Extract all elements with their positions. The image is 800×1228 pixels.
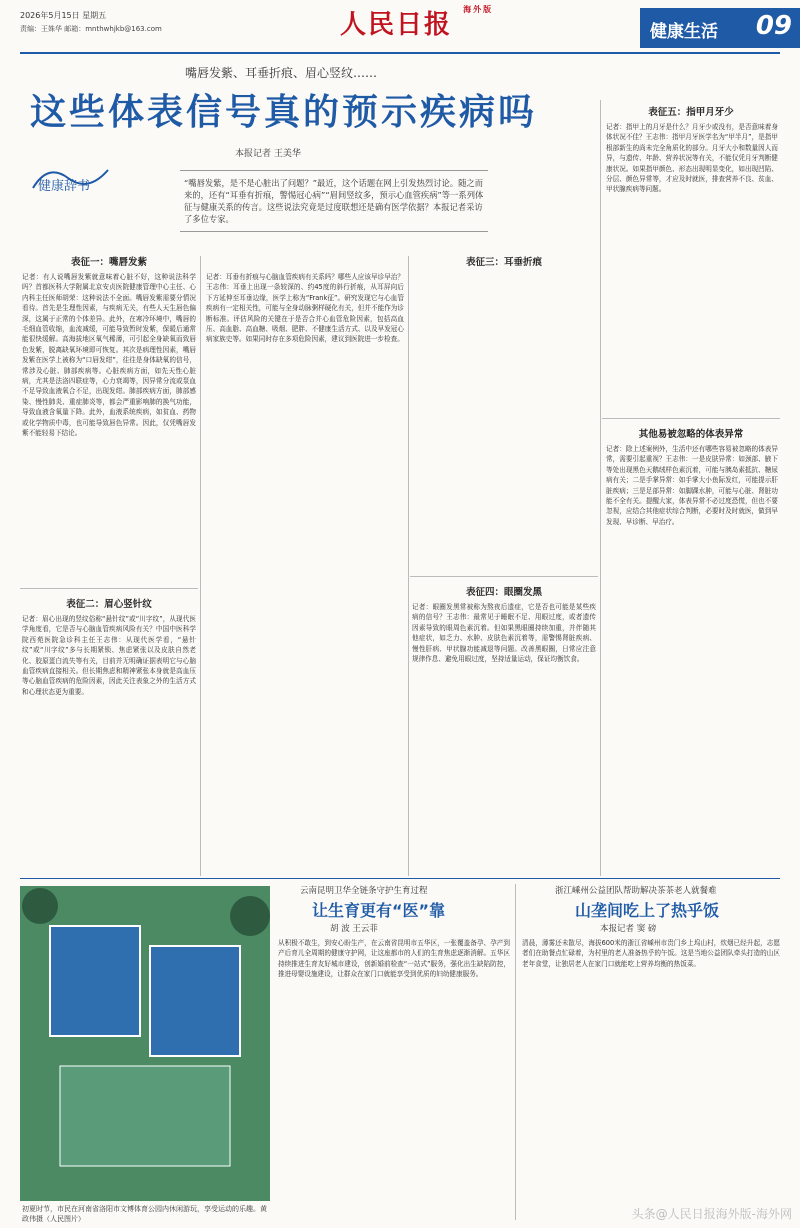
- bottom-left-title: 让生育更有“医”靠: [312, 901, 446, 920]
- section-name: 健康生活: [650, 22, 718, 42]
- section-divider: [410, 576, 598, 577]
- column-divider: [600, 100, 601, 876]
- section-body-brow: 记者：眉心出现的竖纹俗称“悬针纹”或“川字纹”，从现代医学角度看，它是否与心脑血管疾病风险有关？中国中医科学院西苑医院急诊科主任王志伟：从现代医学看，“悬针纹”或“川字纹”多与长期紧锁、焦虑紧张以及皮肤自然老化、胶原蛋白流失等有关，目前并无明确证据表明它与心脑血管疾病直接相关。但长期焦虑和精神紧张本身就是高血压等心脑血管疾病的危险因素，因此关注表象之外的生活方式和心理状态更为重要。: [22, 615, 196, 696]
- section-title-lips: 表征一：嘴唇发紫: [70, 257, 147, 268]
- section-title-nail: 表征五：指甲月牙少: [648, 107, 734, 118]
- section-body-earlobe-cont: [412, 272, 596, 572]
- column-divider: [515, 884, 516, 1220]
- bottom-left-kicker: 云南昆明卫华全链条守护生育过程: [300, 886, 428, 896]
- header-rule: [20, 52, 780, 54]
- bottom-right-title: 山垄间吃上了热乎饭: [575, 901, 720, 920]
- logo-subtitle: 海外版: [463, 4, 494, 14]
- stamp-text: 健康辞书: [38, 179, 91, 194]
- section-body-lips: 记者：有人说嘴唇发紫就意味着心脏不好，这种说法科学吗？首都医科大学附属北京安贞医院健康管理中心主任、心内科主任医师胡荣：这种说法不全面。嘴唇发紫需要分情况看待。首先是生理性因素，与疾病无关，有些人天生唇色偏深，这属于正常的个体差异。此外，在寒冷环境中，嘴唇的毛细血管收缩，血流减缓，可能导致暂时发紫，保暖后通常能很快缓解。高海拔地区氧气稀薄，可引起全身缺氧而致唇色发紫，脱离缺氧环境即可恢复。其次是病理性因素，嘴唇发紫在医学上被称为“口唇发绀”，往往是身体缺氧的信号，常涉及心脏、肺部疾病等。心脏疾病方面，如先天性心脏病，尤其是法洛四联症等，心力衰竭等，因异常分流或泵血不足导致血液氧合不足，出现发绀。肺部疾病方面，肺部感染、慢性肺炎、重症肺炎等，都会严重影响肺的换气功能，导致血液含氧量下降。此外，血液系统疾病，如贫血、药物或化学物质中毒，也可能导致唇色异常。因此，仅凭嘴唇发紫不能轻易下结论。: [22, 273, 196, 438]
- article-byline: 本报记者 王美华: [235, 149, 301, 159]
- watermark: 头条@人民日报海外版-海外网: [631, 1207, 792, 1221]
- bottom-right-byline: 本报记者 窦 磅: [600, 924, 657, 934]
- section-body-other: 记者：除上述案例外，生活中还有哪些容易被忽略的体表异常，需要引起重视？王志伟：一是皮肤异常：如颈部、腋下等处出现黑色天鹅绒样色素沉着，可能与胰岛素抵抗、糖尿病有关；二是手掌异常：如手掌大小鱼际发红，可能提示肝脏疾病；三是足部异常：如脚踝水肿，可能与心脏、肾脏功能不全有关。提醒大家，体表异常不必过度恐慌，但也不要忽视，应结合其他症状综合判断，必要时及时就医，做到早发现、早诊断、早治疗。: [606, 445, 778, 526]
- bottom-right-body: 清晨，薄雾还未散尽，海拔600米的浙江省嵊州市贵门乡上坞山村，炊烟已经升起，志愿者们在助餐点忙碌着，为村里的老人准备热乎的午饭。这是当地公益团队牵头打造的山区老年食堂，让独居老人在家门口就能吃上营养均衡的热饭菜。: [522, 939, 780, 968]
- section-banner: [640, 8, 800, 48]
- section-title-dark-circles: 表征四：眼圈发黑: [465, 587, 542, 598]
- section-title-brow: 表征二：眉心竖针纹: [66, 599, 152, 610]
- section-body-earlobe: 记者：耳垂有折痕与心脑血管疾病有关系吗？哪些人应该早诊早治？王志伟：耳垂上出现一条较深的、约45度的斜行折痕，从耳屏向后下方延伸至耳垂边缘，医学上称为“Frank征”。研究发现它与心血管疾病有一定相关性，可能与全身动脉粥样硬化有关，但并不能作为诊断标准。评估风险的关键在于是否合并心血管危险因素，包括高血压、高血脂、高血糖、吸烟、肥胖、不健康生活方式、以及早发冠心病家族史等。如果同时存在多项危险因素，建议到医院进一步检查。: [206, 273, 404, 344]
- section-body-dark-circles: 记者：眼圈发黑常被称为熬夜后遗症，它是否也可能是某些疾病的信号？王志伟：最常见于睡眠不足、用眼过度，或者遗传因素导致的眼周色素沉着。但如果黑眼圈持续加重，并伴随其他症状，如乏力、水肿、皮肤色素沉着等，需警惕肾脏疾病、慢性肝病、甲状腺功能减退等问题。改善黑眼圈，日常应注意规律作息、避免用眼过度，坚持适量运动，保证均衡饮食。: [412, 603, 596, 664]
- section-title-other: 其他易被忽略的体表异常: [638, 429, 744, 440]
- column-divider: [200, 256, 201, 876]
- page-number: 09: [755, 11, 792, 41]
- park-photo-illustration: [20, 886, 270, 1201]
- health-stamp-logo: [28, 158, 128, 198]
- section-body-middle: [206, 272, 404, 872]
- article-intro: “嘴唇发紫，是不是心脏出了问题？”最近，这个话题在网上引发热烈讨论。随之而来的，还有“耳垂有折痕，警惕冠心病”“眉间竖纹多，预示心血管疾病”等一系列体征与健康关系的传言。这些说法究竟是过度联想还是确有医学依据？本报记者采访了多位专家。: [180, 170, 488, 232]
- section-body-nail: 记者：指甲上的月牙是什么？月牙少或没有，是否意味着身体状况不佳？王志伟：指甲月牙医学名为“甲半月”，是指甲根部新生的尚未完全角质化的部分。月牙大小和数量因人而异，与遗传、年龄、营养状况等有关，不能仅凭月牙判断健康状况。如果指甲颜色、形态出现明显变化，如出现凹陷、分层、颜色异常等，才应及时就医，排查营养不良、贫血、甲状腺疾病等问题。: [606, 123, 778, 194]
- section-title-earlobe: 表征三：耳垂折痕: [465, 257, 542, 268]
- masthead-logo: [340, 4, 493, 41]
- article-headline: 这些体表信号真的预示疾病吗: [30, 91, 538, 133]
- bottom-right-kicker: 浙江嵊州公益团队帮助解决茶茶老人就餐难: [555, 886, 717, 896]
- bottom-rule: [20, 878, 780, 879]
- article-kicker: 嘴唇发紫、耳垂折痕、眉心竖纹……: [185, 66, 378, 80]
- bottom-left-body: 从积极不敢生，到安心盼生产，在云南省昆明市五华区，一张覆盖备孕、孕产到产后育儿全周期的健康守护网，让这座都市的人们的生育焦虑逐渐消解。五华区持续推进生育友好城市建设，创新婚前检查“一站式”服务，强化出生缺陷防控，推进母婴设施建设，让群众在家门口就能享受到优质的妇幼健康服务。: [278, 939, 510, 979]
- page-header: [0, 0, 800, 64]
- column-divider: [408, 256, 409, 876]
- section-divider: [20, 588, 198, 589]
- logo-text: 人民日报: [340, 10, 453, 40]
- park-photo: [20, 886, 270, 1201]
- editor-line: 责编：王姝华 邮箱：mnthwhjkb@163.com: [20, 25, 162, 33]
- bottom-left-byline: 胡 波 王云菲: [330, 924, 378, 934]
- section-divider: [602, 418, 780, 419]
- photo-caption: 初夏时节，市民在河南省洛阳市文博体育公园内休闲游玩，享受运动的乐趣。黄政伟摄（人民图片）: [22, 1205, 267, 1223]
- issue-date: 2026年5月15日 星期五: [20, 11, 107, 20]
